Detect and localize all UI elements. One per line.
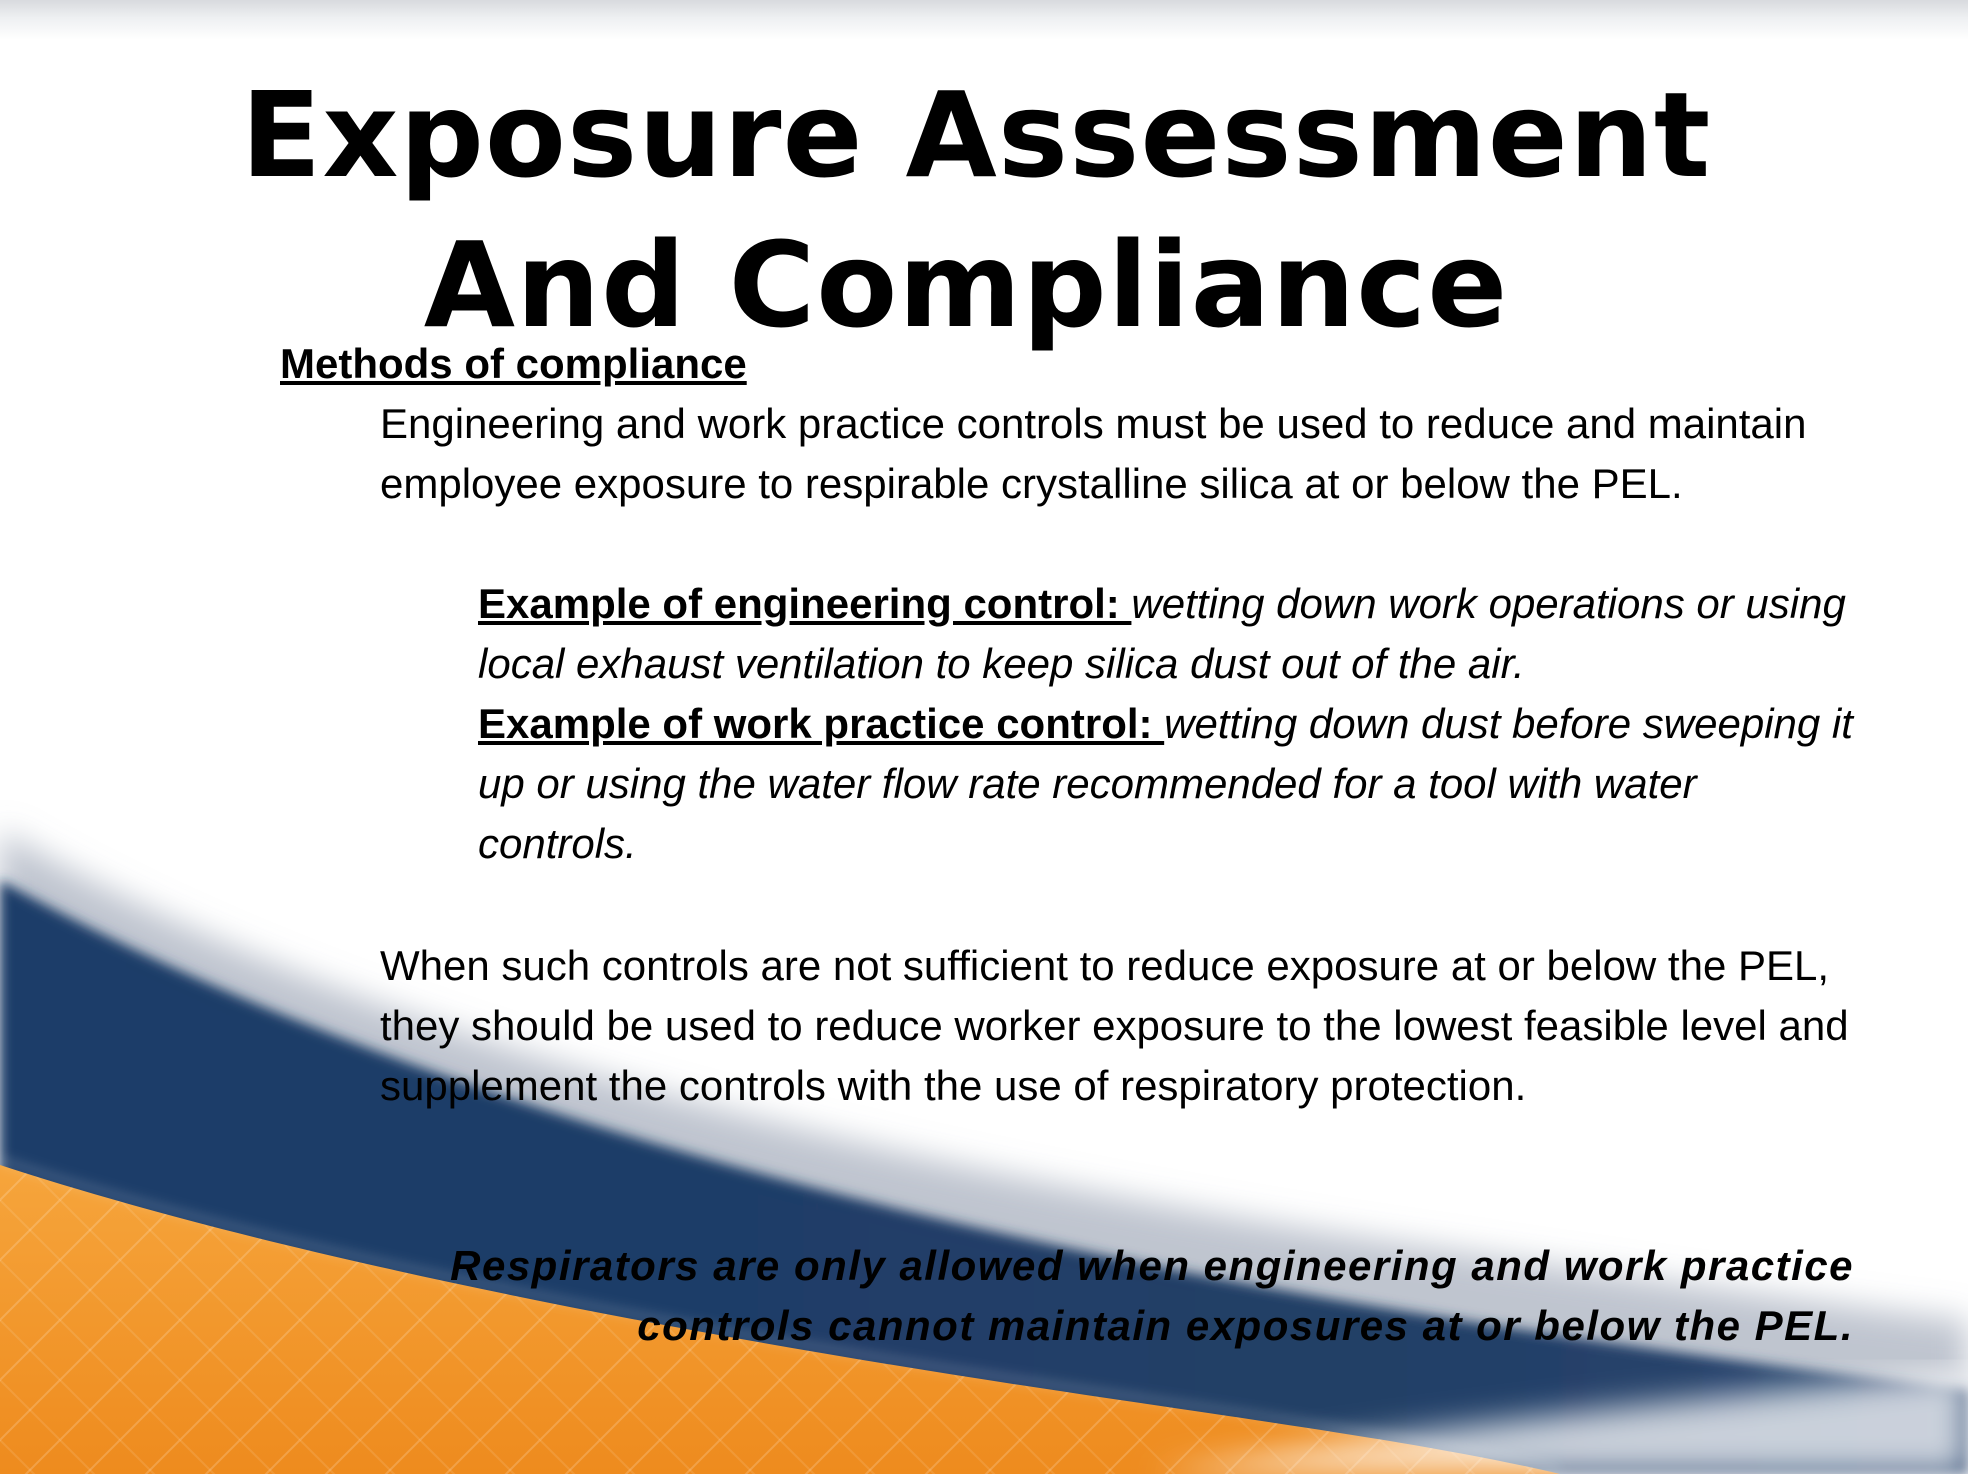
- title-line-1: Exposure Assessment: [240, 66, 1712, 204]
- section-heading: Methods of compliance: [280, 340, 747, 387]
- title-line-2: And Compliance: [423, 216, 1509, 354]
- engineering-control-label: Example of engineering control:: [478, 580, 1132, 627]
- work-practice-control-example: [478, 694, 1858, 874]
- respirator-note: Respirators are only allowed when engineering and work practice controls cannot maintain exposures at or below the PEL.: [450, 1242, 1854, 1349]
- compliance-paragraph: Engineering and work practice controls must be used to reduce and maintain employee exposure to respirable crystalline silica at or below the PEL.: [380, 400, 1807, 507]
- insufficient-controls-paragraph: When such controls are not sufficient to reduce exposure at or below the PEL, they should be used to reduce worker exposure to the lowest feasible level and supplement the controls with the use of respiratory protection.: [380, 942, 1849, 1109]
- slide-title: [0, 60, 1968, 360]
- engineering-control-example: [478, 574, 1858, 694]
- engineering-control-text: wetting down work operations or using local exhaust ventilation to keep silica dust out of the air.: [478, 580, 1846, 687]
- work-practice-control-text: wetting down dust before sweeping it up or using the water flow rate recommended for a tool with water controls.: [478, 700, 1853, 867]
- work-practice-control-label: Example of work practice control:: [478, 700, 1165, 747]
